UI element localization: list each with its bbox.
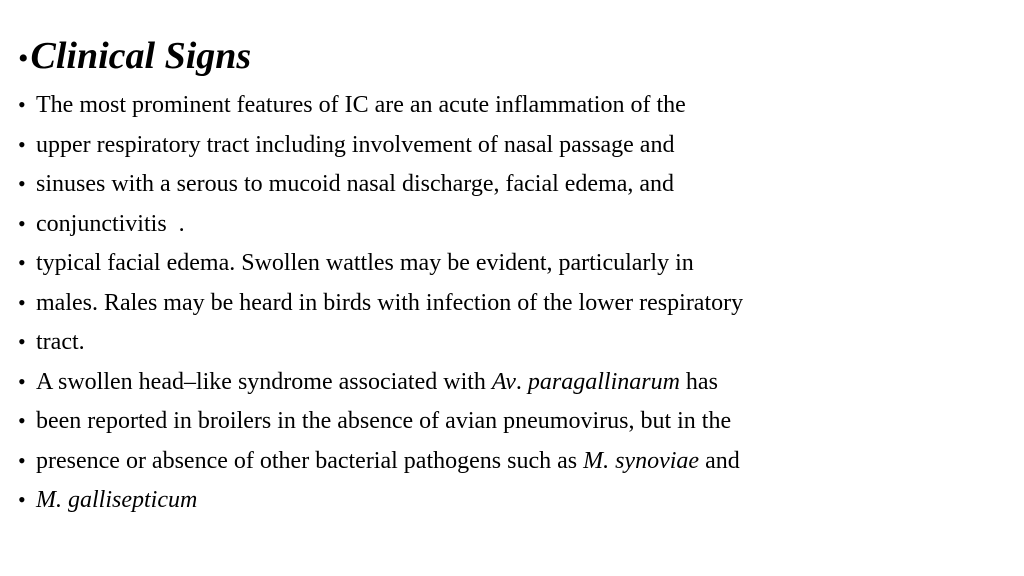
text-segment: The most prominent features of IC are an acute inflammation of the [36,92,686,118]
bullet-text [36,442,740,482]
slide-title: Clinical Signs [30,35,252,77]
bullet-text [36,126,674,166]
bullet-line [18,441,743,481]
text-segment: been reported in broilers in the absence of avian pneumovirus, but in the [36,408,732,434]
text-segment: upper respiratory tract including involvement of nasal passage and [36,131,675,158]
bullet-icon: • [18,329,26,354]
text-segment: conjunctivitis . [36,210,185,237]
bullet-text [36,165,674,205]
italic-text-segment: Av [491,368,516,395]
bullet-text [36,481,197,521]
text-segment: A swollen head–like syndrome associated with [36,368,492,395]
bullet-text [36,86,686,126]
bullet-icon: • [18,171,26,196]
bullet-icon: • [18,92,26,117]
bullet-icon: • [18,131,26,157]
italic-text-segment: M. synoviae [583,447,700,474]
text-segment: presence or absence of other bacterial pathogens such as [36,447,584,474]
bullet-line [18,125,743,165]
bullet-icon: • [18,447,26,473]
bullet-line [18,480,743,520]
bullet-icon: • [18,289,26,315]
text-segment: typical facial edema. Swollen wattles may be evident, particularly in [36,250,694,276]
text-segment: and [699,447,740,474]
bullet-line [18,204,743,244]
bullet-icon: • [18,368,26,394]
text-segment: has [679,368,718,395]
bullet-line [18,401,743,441]
bullet-icon: • [18,42,29,75]
italic-text-segment: M. gallisepticum [36,487,198,513]
text-segment: . [515,368,528,395]
bullet-line [18,243,743,283]
bullet-text [36,363,718,403]
bullet-text [36,205,185,245]
bullet-line [18,164,743,204]
text-segment: tract. [36,329,85,355]
bullet-icon: • [18,250,26,275]
bullet-line [18,322,743,362]
text-segment: males. Rales may be heard in birds with infection of the lower respiratory [36,289,744,316]
bullet-list [18,85,743,520]
bullet-text [36,402,731,442]
bullet-icon: • [18,408,26,433]
bullet-line [18,85,743,125]
italic-text-segment: paragallinarum [527,368,680,395]
bullet-icon: • [18,487,26,512]
bullet-line [18,283,743,323]
slide-title-row [18,32,251,80]
bullet-text [36,323,85,363]
bullet-icon: • [18,210,26,236]
bullet-line [18,362,743,402]
bullet-text [36,244,694,284]
bullet-text [36,284,743,324]
text-segment: sinuses with a serous to mucoid nasal discharge, facial edema, and [36,171,675,197]
